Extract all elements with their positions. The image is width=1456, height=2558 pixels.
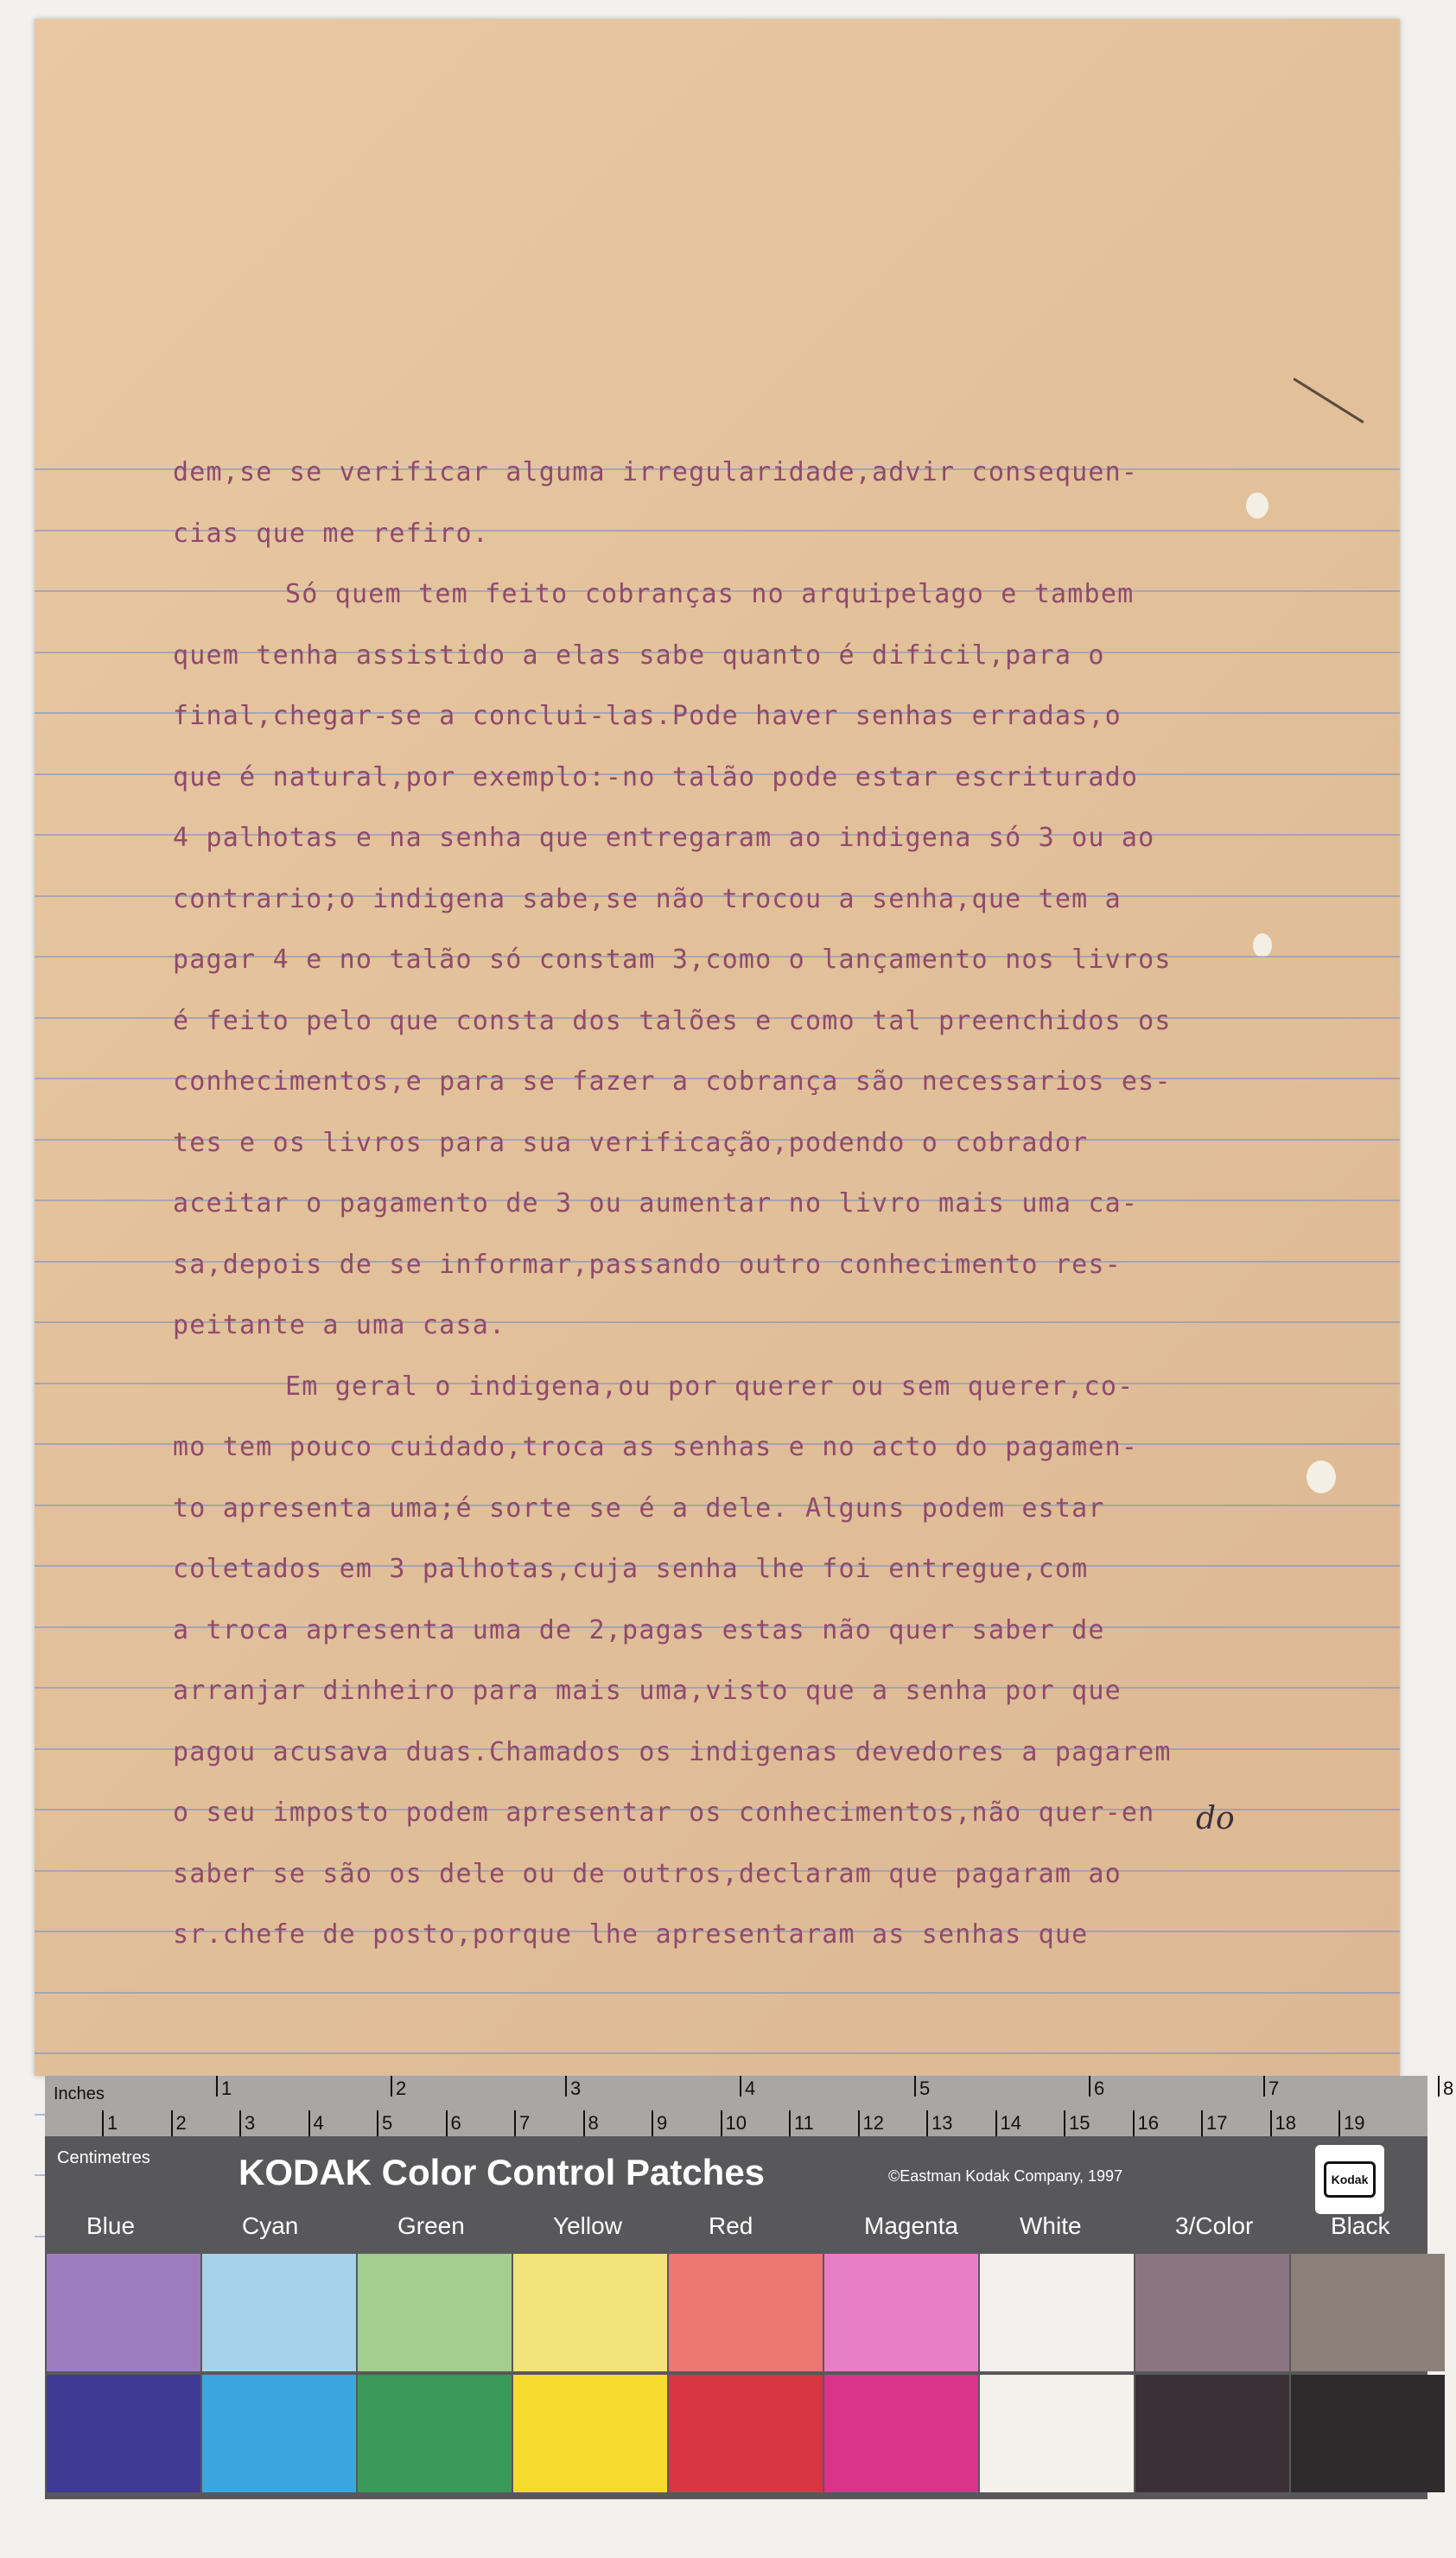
cm-number: 6 bbox=[450, 2112, 461, 2134]
cm-tick bbox=[102, 2110, 104, 2136]
typed-line: Em geral o indigena,ou por querer ou sem querer,co- bbox=[285, 1371, 1135, 1402]
cm-tick bbox=[858, 2110, 860, 2136]
paper-scratch bbox=[1293, 378, 1364, 423]
patch-name: Blue bbox=[86, 2212, 136, 2239]
typed-line: aceitar o pagamento de 3 ou aumentar no livro mais uma ca- bbox=[173, 1188, 1139, 1219]
cm-tick bbox=[446, 2110, 448, 2136]
cm-number: 7 bbox=[519, 2112, 531, 2134]
cm-tick bbox=[789, 2110, 791, 2136]
cm-number: 4 bbox=[313, 2112, 324, 2134]
cm-tick bbox=[1064, 2110, 1065, 2136]
typed-line: pagar 4 e no talão só constam 3,como o lançamento nos livros bbox=[173, 945, 1172, 975]
color-patch-black bbox=[1291, 2375, 1445, 2492]
target-title: KODAK Color Control Patches bbox=[238, 2152, 766, 2192]
paper-hole bbox=[1307, 1460, 1336, 1493]
color-patch-white bbox=[980, 2254, 1134, 2371]
handwritten-insert: do bbox=[1196, 1801, 1235, 1836]
typed-line: pagou acusava duas.Chamados os indigenas devedores a pagarem bbox=[173, 1736, 1172, 1767]
cm-number: 2 bbox=[175, 2112, 187, 2134]
cm-tick bbox=[721, 2110, 722, 2136]
cm-number: 12 bbox=[862, 2112, 884, 2134]
color-patch-3-color bbox=[1135, 2375, 1289, 2492]
patch-name: Green bbox=[397, 2212, 465, 2239]
color-patch-3-color bbox=[1135, 2254, 1289, 2371]
cm-tick bbox=[1338, 2110, 1340, 2136]
ruled-line bbox=[35, 2052, 1400, 2054]
typed-line: a troca apresenta uma de 2,pagas estas não quer saber de bbox=[173, 1614, 1105, 1645]
typed-line: o seu imposto podem apresentar os conhecimentos,não quer-en bbox=[173, 1798, 1155, 1828]
typed-line: final,chegar-se a conclui-las.Pode haver senhas erradas,o bbox=[173, 701, 1122, 731]
copyright-text: ©Eastman Kodak Company, 1997 bbox=[888, 2167, 1123, 2185]
cm-tick bbox=[995, 2110, 997, 2136]
cm-number: 16 bbox=[1137, 2112, 1159, 2134]
cm-number: 11 bbox=[794, 2112, 814, 2134]
ruler bbox=[45, 2076, 1454, 2136]
patch-name: 3/Color bbox=[1175, 2212, 1254, 2239]
patch-name: Cyan bbox=[242, 2212, 299, 2239]
inch-number: 3 bbox=[570, 2078, 582, 2099]
typed-line: saber se são os dele ou de outros,declaram que pagaram ao bbox=[173, 1858, 1122, 1889]
cm-tick bbox=[1270, 2110, 1272, 2136]
ruled-line bbox=[35, 1992, 1400, 1994]
typed-line: dem,se se verificar alguma irregularidade,advir consequen- bbox=[173, 457, 1139, 487]
cm-number: 8 bbox=[588, 2112, 599, 2134]
typed-line: mo tem pouco cuidado,troca as senhas e no acto do pagamen- bbox=[173, 1432, 1139, 1462]
cm-number: 3 bbox=[245, 2112, 256, 2134]
centimetres-label: Centimetres bbox=[57, 2148, 150, 2167]
typed-line: cias que me refiro. bbox=[173, 518, 489, 549]
cm-tick bbox=[1201, 2110, 1203, 2136]
typed-line: coletados em 3 palhotas,cuja senha lhe foi entregue,com bbox=[173, 1554, 1089, 1584]
color-patch-magenta bbox=[824, 2375, 978, 2492]
kodak-logo bbox=[1315, 2145, 1384, 2214]
typed-line: arranjar dinheiro para mais uma,visto que a senha por que bbox=[173, 1676, 1122, 1706]
typed-line: conhecimentos,e para se fazer a cobrança são necessarios es- bbox=[173, 1066, 1172, 1097]
cm-number: 13 bbox=[931, 2112, 953, 2134]
cm-number: 15 bbox=[1069, 2112, 1090, 2134]
cm-number: 10 bbox=[725, 2112, 747, 2134]
cm-tick bbox=[239, 2110, 241, 2136]
inches-label: Inches bbox=[54, 2084, 105, 2103]
inch-tick bbox=[391, 2076, 392, 2097]
typed-line: 4 palhotas e na senha que entregaram ao indigena só 3 ou ao bbox=[173, 823, 1155, 853]
cm-tick bbox=[583, 2110, 585, 2136]
color-patch-cyan bbox=[202, 2254, 356, 2371]
patch-name: Yellow bbox=[553, 2212, 622, 2239]
inch-number: 4 bbox=[745, 2078, 756, 2099]
color-patch-magenta bbox=[824, 2254, 978, 2371]
cm-tick bbox=[171, 2110, 173, 2136]
typed-line: sa,depois de se informar,passando outro conhecimento res- bbox=[173, 1249, 1122, 1280]
color-patch-white bbox=[980, 2375, 1134, 2492]
cm-number: 1 bbox=[107, 2112, 118, 2134]
patch-name: Magenta bbox=[864, 2212, 958, 2239]
color-patch-cyan bbox=[202, 2375, 356, 2492]
color-patch-yellow bbox=[513, 2375, 667, 2492]
patch-name: Red bbox=[709, 2212, 753, 2239]
inch-tick bbox=[565, 2076, 567, 2097]
cm-number: 19 bbox=[1344, 2112, 1365, 2134]
kodak-logo-text: Kodak bbox=[1324, 2161, 1377, 2198]
cm-number: 17 bbox=[1206, 2112, 1228, 2134]
inch-tick bbox=[216, 2076, 218, 2097]
color-patch-yellow bbox=[513, 2254, 667, 2371]
kodak-color-target bbox=[45, 2076, 1454, 2499]
inch-number: 2 bbox=[396, 2078, 407, 2099]
cm-number: 9 bbox=[657, 2112, 668, 2134]
cm-tick bbox=[377, 2110, 378, 2136]
color-patch-green bbox=[358, 2254, 512, 2371]
typed-line: que é natural,por exemplo:-no talão pode estar escriturado bbox=[173, 761, 1139, 792]
typed-line: contrario;o indigena sabe,se não trocou a senha,que tem a bbox=[173, 883, 1122, 914]
cm-tick bbox=[514, 2110, 516, 2136]
cm-tick bbox=[1133, 2110, 1135, 2136]
patch-names bbox=[45, 2212, 1427, 2247]
typed-line: tes e os livros para sua verificação,podendo o cobrador bbox=[173, 1127, 1089, 1158]
inch-number: 1 bbox=[221, 2078, 232, 2099]
color-patch-green bbox=[358, 2375, 512, 2492]
inch-number: 8 bbox=[1443, 2078, 1454, 2099]
color-patch-red bbox=[669, 2254, 823, 2371]
typed-line: sr.chefe de posto,porque lhe apresentaram as senhas que bbox=[173, 1919, 1089, 1950]
color-patch-red bbox=[669, 2375, 823, 2492]
patch-name: White bbox=[1020, 2212, 1082, 2239]
document-page bbox=[35, 19, 1400, 2076]
cm-number: 5 bbox=[382, 2112, 393, 2134]
typed-line: peitante a uma casa. bbox=[173, 1310, 506, 1340]
inch-tick bbox=[1089, 2076, 1090, 2097]
cm-tick bbox=[308, 2110, 310, 2136]
inch-tick bbox=[1263, 2076, 1265, 2097]
cm-number: 14 bbox=[1000, 2112, 1021, 2134]
cm-number: 18 bbox=[1275, 2112, 1296, 2134]
inch-tick bbox=[740, 2076, 741, 2097]
color-patch-black bbox=[1291, 2254, 1445, 2371]
paper-hole bbox=[1246, 493, 1268, 519]
color-patch-blue bbox=[47, 2254, 200, 2371]
typed-line: quem tenha assistido a elas sabe quanto é dificil,para o bbox=[173, 640, 1105, 671]
inch-tick bbox=[914, 2076, 916, 2097]
patch-name: Black bbox=[1331, 2212, 1390, 2239]
typed-line: é feito pelo que consta dos talões e como tal preenchidos os bbox=[173, 1005, 1172, 1036]
inch-number: 7 bbox=[1268, 2078, 1280, 2099]
typed-line: to apresenta uma;é sorte se é a dele. Alguns podem estar bbox=[173, 1492, 1105, 1524]
inch-number: 5 bbox=[919, 2078, 931, 2099]
typed-line: Só quem tem feito cobranças no arquipelago e tambem bbox=[285, 579, 1135, 609]
cm-tick bbox=[926, 2110, 928, 2136]
inch-number: 6 bbox=[1094, 2078, 1105, 2099]
cm-tick bbox=[652, 2110, 653, 2136]
inch-tick bbox=[1438, 2076, 1440, 2097]
color-patch-blue bbox=[47, 2375, 200, 2492]
